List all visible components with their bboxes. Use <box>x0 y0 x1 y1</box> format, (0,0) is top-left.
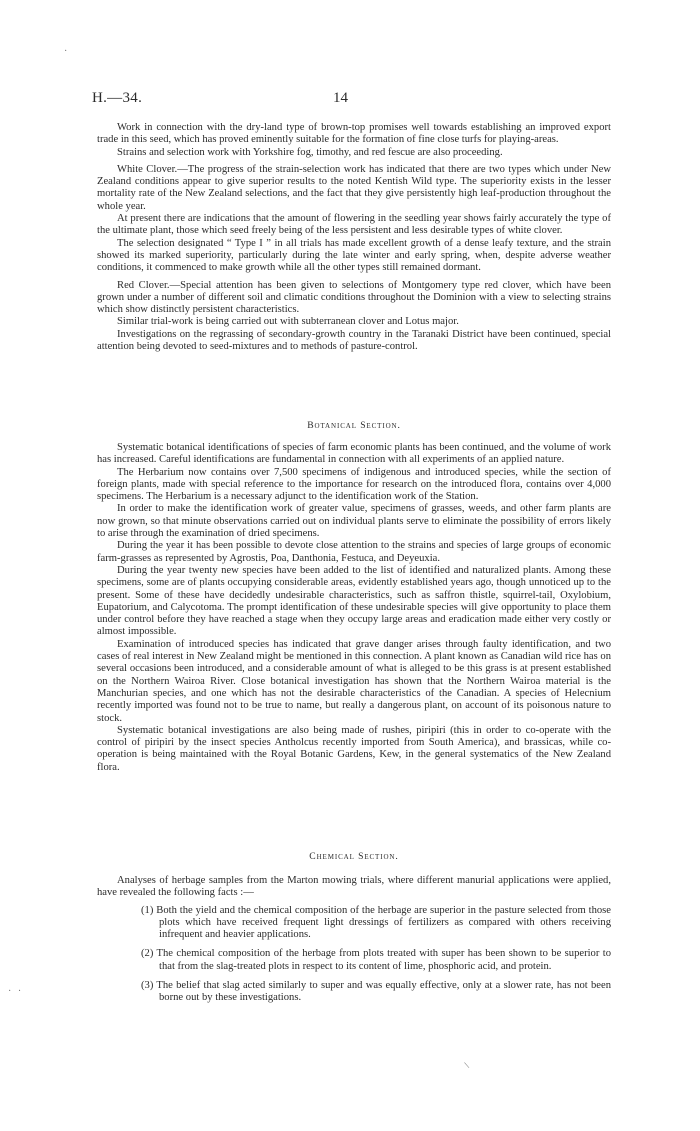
section-heading: Botanical Section. <box>307 420 401 431</box>
paragraph: Examination of introduced species has indicated that grave danger arises through faulty identification, and two cases of real interest in New Zealand might be mentioned in this connection. A plant known as Canadian wild rice has on several occasions been introduced, and a considerable amount of what is alleged to be this grass is at present established on the Northern Wairoa River. Close botanical investigation has shown that the Northern Wairoa material is the Manchurian species, and one which has not the desirable characteristics of the Canadian. A species of Helecnium recently imported was found not to be true to name, but really a dangerous plant, on account of its poisonous nature to stock. <box>97 638 611 724</box>
paragraph-intro: Analyses of herbage samples from the Marton mowing trials, where different manurial applications were applied, have revealed the following facts :— <box>97 875 611 899</box>
paragraph: Systematic botanical investigations are also being made of rushes, piripiri (this in order to co-operate with the control of piripiri by the insect species Antholcus recently imported from South America), and brassicas, while co-operation is being maintained with the Royal Botanic Gardens, Kew, in the general systematics of the New Zealand flora. <box>97 724 611 773</box>
scan-speck: · <box>64 46 68 57</box>
page-number: 14 <box>333 90 348 106</box>
paragraph: Investigations on the regrassing of secondary-growth country in the Taranaki District have been continued, special attention being devoted to seed-mixtures and to methods of pasture-control. <box>97 328 611 353</box>
paragraph: Systematic botanical identifications of species of farm economic plants has been continued, and the volume of work has increased. Careful identifications are fundamental in connection with all experiments of an applied nature. <box>97 442 611 466</box>
paragraph: Work in connection with the dry-land type of brown-top promises well towards establishing an improved export trade in this seed, which has proved eminently suitable for the formation of fine close turfs for playing-areas. <box>97 122 611 146</box>
paragraph-red-clover: Red Clover.—Special attention has been given to selections of Montgomery type red clover, which have been grown under a number of different soil and climatic conditions throughout the Dominion with a view to selecting strains which show distinctly persistent characteristics. <box>97 279 611 316</box>
list-item: (1) Both the yield and the chemical composition of the herbage are superior in the pasture selected from those plots which have received frequent light dressings of fertilizers as compared with others receiving infrequent and heavier applications. <box>141 904 611 941</box>
section-heading: Chemical Section. <box>309 851 399 862</box>
botanical-section <box>97 420 611 774</box>
paragraph: Strains and selection work with Yorkshire fog, timothy, and red fescue are also proceeding. <box>117 146 503 158</box>
paragraph: At present there are indications that the amount of flowering in the seedling year shows fairly accurately the type of the ultimate plant, those which seed freely being of the less persistent and less desirable types of white clover. <box>97 213 611 237</box>
report-code: H.—34. <box>92 90 143 106</box>
paragraph: During the year twenty new species have been added to the list of identified and naturalized plants. Among these specimens, some are of plants occupying considerable areas, evidently established years ago, though unnoticed up to the present. Some of these have decidedly undesirable characteristics, such as saffron thistle, squirrel-tail, Oxylobium, Eupatorium, and Calycotoma. The prompt identification of these undesirable species will give opportunity to place them under control before they have reached a stage when they occupy large areas and eradication made either very costly or almost impossible. <box>97 564 611 638</box>
scan-mark: / <box>461 1061 473 1070</box>
paragraph: During the year it has been possible to devote close attention to the strains and species of large groups of economic farm-grasses as represented by Agrostis, Poa, Danthonia, Festuca, and Deyeuxia. <box>97 540 611 564</box>
paragraph: In order to make the identification work of greater value, specimens of grasses, weeds, and other farm plants are now grown, so that minute observations carried out on individual plants serve to eliminate the possibility of errors likely to arise through the examination of dried specimens. <box>97 503 611 540</box>
paragraph: Similar trial-work is being carried out with subterranean clover and Lotus major. <box>117 316 459 328</box>
paragraph: The Herbarium now contains over 7,500 specimens of indigenous and introduced species, while the section of foreign plants, made with special reference to the importance for research on the introduced flora, contains over 4,000 specimens. The Herbarium is a necessary adjunct to the identification work of the Station. <box>97 466 611 503</box>
chemical-section <box>97 851 611 1012</box>
paragraph-white-clover: White Clover.—The progress of the strain-selection work has indicated that there are two types which under New Zealand conditions appear to give superior results to the noted Kentish Wild type. The superiority exists in the lesser mortality rate of the New Zealand selections, and the fact that they give persistently high leaf-production throughout the whole year. <box>97 163 611 212</box>
scan-speck: · · <box>8 986 24 997</box>
findings-list <box>97 905 611 1005</box>
grass-clover-section <box>97 122 611 353</box>
list-item: (3) The belief that slag acted similarly to super and was equally effective, only at a slower rate, has not been borne out by these investigations. <box>141 980 611 1004</box>
paragraph: The selection designated “ Type I ” in all trials has made excellent growth of a dense leafy texture, and the strain showed its marked superiority, particularly during the late winter and early spring, when, despite adverse weather conditions, it commenced to make growth while all the other types still remained dormant. <box>97 237 611 274</box>
page-header <box>92 90 605 110</box>
list-item: (2) The chemical composition of the herbage from plots treated with super has been shown to be superior to that from the slag-treated plots in respect to its content of lime, phosphoric acid, and protein. <box>141 948 611 972</box>
